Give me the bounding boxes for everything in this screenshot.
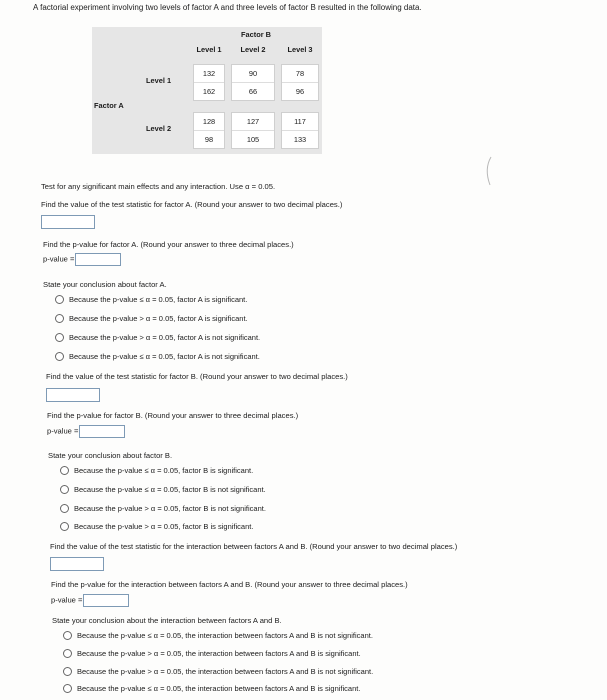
cell-value: 98 (204, 134, 214, 144)
intro-text: A factorial experiment involving two levels of factor A and three levels of factor B resulted in the following data. (33, 3, 422, 12)
cell-value: 90 (232, 65, 274, 83)
test-prompt: Test for any significant main effects and any interaction. Use α = 0.05. (41, 182, 276, 191)
cell-value: 96 (295, 86, 305, 96)
radio-icon[interactable] (60, 504, 69, 513)
cell-value: 128 (194, 113, 224, 131)
p-value-label: p-value = (51, 595, 83, 605)
pen-mark-icon (482, 155, 494, 187)
cell-value: 127 (232, 113, 274, 131)
factor-b-p-question: Find the p-value for factor B. (Round your answer to three decimal places.) (47, 411, 299, 420)
factor-a-stat-question: Find the value of the test statistic for factor A. (Round your answer to two decimal places.) (41, 200, 343, 209)
radio-icon[interactable] (55, 314, 64, 323)
radio-icon[interactable] (55, 295, 64, 304)
cell-value: 105 (246, 134, 260, 144)
cell-value: 66 (248, 86, 258, 96)
factor-b-label: Factor B (241, 29, 271, 39)
interaction-option[interactable]: Because the p-value ≤ α = 0.05, the interaction between factors A and B is not significant. (63, 631, 373, 641)
radio-icon[interactable] (55, 352, 64, 361)
factor-a-option[interactable]: Because the p-value > α = 0.05, factor A is not significant. (55, 333, 260, 343)
cell-value: 132 (194, 65, 224, 83)
radio-icon[interactable] (60, 522, 69, 531)
factor-b-stat-question: Find the value of the test statistic for factor B. (Round your answer to two decimal places.) (46, 372, 348, 381)
factor-b-option[interactable]: Because the p-value > α = 0.05, factor B is significant. (60, 522, 253, 532)
factor-a-label: Factor A (94, 101, 124, 110)
factor-b-p-input[interactable] (79, 425, 125, 438)
radio-icon[interactable] (63, 667, 72, 676)
interaction-stat-question: Find the value of the test statistic for the interaction between factors A and B. (Round your answer to two decimal places.) (50, 542, 458, 551)
interaction-p-question: Find the p-value for the interaction between factors A and B. (Round your answer to three decimal places.) (51, 580, 408, 589)
factor-b-option[interactable]: Because the p-value ≤ α = 0.05, factor B is not significant. (60, 485, 266, 495)
interaction-option[interactable]: Because the p-value > α = 0.05, the interaction between factors A and B is significant. (63, 649, 361, 659)
row-label: Level 2 (146, 124, 172, 133)
factor-a-stat-input[interactable] (41, 215, 95, 229)
cell-value: 133 (293, 134, 307, 144)
factor-a-option[interactable]: Because the p-value ≤ α = 0.05, factor A is not significant. (55, 352, 260, 362)
radio-icon[interactable] (60, 466, 69, 475)
interaction-option[interactable]: Because the p-value > α = 0.05, the interaction between factors A and B is not significant. (63, 667, 373, 677)
interaction-p-input[interactable] (83, 594, 129, 607)
radio-icon[interactable] (55, 333, 64, 342)
cell-value: 78 (282, 65, 318, 83)
interaction-option[interactable]: Because the p-value ≤ α = 0.05, the interaction between factors A and B is significant. (63, 684, 360, 694)
radio-icon[interactable] (60, 485, 69, 494)
p-value-label: p-value = (47, 426, 79, 436)
factor-a-p-input[interactable] (75, 253, 121, 266)
factor-b-option[interactable]: Because the p-value ≤ α = 0.05, factor B is significant. (60, 466, 253, 476)
radio-icon[interactable] (63, 631, 72, 640)
cell-value: 117 (282, 113, 318, 131)
row-label: Level 1 (146, 76, 172, 85)
col-header: Level 2 (240, 45, 266, 54)
interaction-stat-input[interactable] (50, 557, 104, 571)
factor-a-option[interactable]: Because the p-value > α = 0.05, factor A is significant. (55, 314, 248, 324)
factor-a-conclusion-question: State your conclusion about factor A. (43, 280, 167, 289)
interaction-conclusion-question: State your conclusion about the interaction between factors A and B. (52, 616, 282, 625)
cell-value: 162 (202, 86, 216, 96)
factor-b-option[interactable]: Because the p-value > α = 0.05, factor B is not significant. (60, 504, 266, 514)
p-value-label: p-value = (43, 254, 75, 264)
data-table (92, 27, 322, 154)
radio-icon[interactable] (63, 649, 72, 658)
factor-b-conclusion-question: State your conclusion about factor B. (48, 451, 173, 460)
factor-a-option[interactable]: Because the p-value ≤ α = 0.05, factor A is significant. (55, 295, 247, 305)
factor-b-stat-input[interactable] (46, 388, 100, 402)
col-header: Level 1 (196, 45, 222, 54)
col-header: Level 3 (287, 45, 313, 54)
factor-a-p-question: Find the p-value for factor A. (Round your answer to three decimal places.) (43, 240, 294, 249)
radio-icon[interactable] (63, 684, 72, 693)
